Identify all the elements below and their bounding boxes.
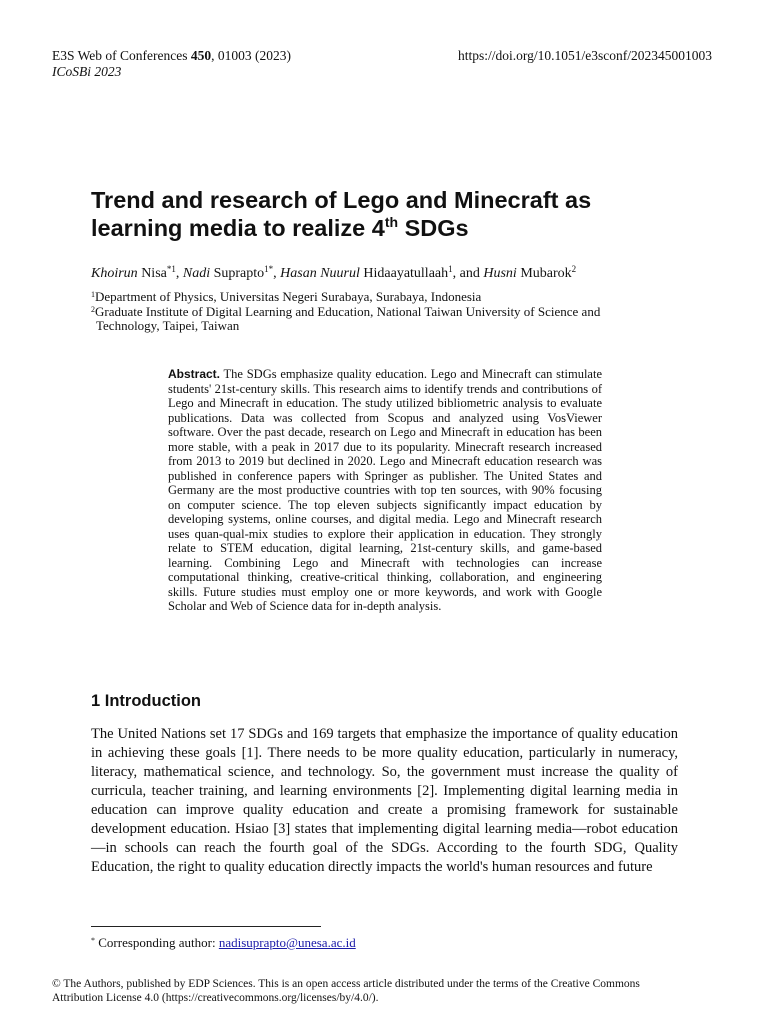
affiliation-text: Graduate Institute of Digital Learning and Education, National Taiwan University of Science and [95, 303, 601, 319]
author-affiliation-mark: 1* [264, 264, 274, 274]
journal-citation [52, 47, 291, 64]
title-superscript: th [384, 214, 399, 230]
volume-number: 450 [190, 48, 212, 63]
author-affiliation-mark: *1 [166, 264, 176, 274]
author-last-name: Hidaayatullaah [359, 266, 449, 281]
author-last-name: Nisa [137, 266, 167, 281]
affiliation-mark: 1 [91, 290, 95, 299]
footnote-mark: * [91, 936, 95, 945]
affiliation-text: Department of Physics, Universitas Negeri Surabaya, Surabaya, Indonesia [95, 289, 482, 304]
license-line-1: © The Authors, published by EDP Sciences. This is an open access article distributed under the terms of the Creative Commons [52, 978, 640, 990]
license-line-2: Attribution License 4.0 (https://creativecommons.org/licenses/by/4.0/). [52, 992, 379, 1004]
corresponding-email-link[interactable]: nadisuprapto@unesa.ac.id [218, 935, 356, 950]
author-separator: , and [452, 266, 484, 281]
abstract [168, 367, 602, 614]
author-separator: , [273, 266, 281, 281]
journal-prefix: E3S Web of Conferences [52, 48, 191, 63]
author-last-name: Suprapto [210, 266, 265, 281]
introduction-paragraph: The United Nations set 17 SDGs and 169 targets that emphasize the importance of quality education in achieving these goals [1]. There needs to be more quality education, particularly in numeracy, literacy, mathematical science, and technology. So, the government must increase the quality of curricula, teacher training, and learning environments [2]. Implementing digital learning media in education can improve quality education and create a promising framework for sustainable development education. Hsiao [3] states that implementing digital learning media—robot education—in schools can reach the fourth goal of the SDGs. According to the fourth SDG, Quality Education, the right to quality education directly impacts the world's human resources and future [91, 726, 678, 875]
license-notice [52, 977, 722, 1005]
affiliation-mark: 2 [91, 304, 95, 314]
affiliation-1 [91, 290, 691, 305]
affiliation-2 [91, 305, 691, 320]
abstract-text: The SDGs emphasize quality education. Lego and Minecraft can stimulate students' 21st-century skills. This research aims to identify trends and contributions of Lego and Minecraft in education. The study utilized bibliometric analysis to evaluate publications. Data was collected from Scopus and analyzed using VosViewer software. Over the past decade, research on Lego and Minecraft in education has been more stable, with a peak in 2017 due to its popularity. Minecraft research increased from 2013 to 2019 but declined in 2020. Lego and Minecraft education research was published in conference papers with Springer as publisher. The United States and Germany are the most productive countries with top ten sources, with 90% focusing on computer science. The top eleven subjects significantly impact education by developing systems, online courses, and digital media. Lego and Minecraft research uses quan-qual-mix studies to explore their application in education. They strongly relate to STEM education, digital learning, 21st-century skills, and game-based learning. Combining Lego and Minecraft with technologies can increase computational thinking, creative-critical thinking, collaboration, and engineering skills. Future studies must employ one or more keywords, and work with Google Scholar and Web of Science data for in-depth analysis. [168, 367, 602, 613]
affiliation-2-continued: Technology, Taipei, Taiwan [96, 318, 240, 333]
author-affiliation-mark: 2 [571, 264, 577, 274]
author-separator: , [175, 266, 183, 281]
author-list [91, 266, 691, 282]
title-line-1: Trend and research of Lego and Minecraft as [91, 187, 592, 213]
title-line-2-end: SDGs [398, 215, 469, 241]
footnote [91, 935, 356, 951]
section-heading: 1 Introduction [91, 692, 201, 710]
author-affiliation-mark: 1 [448, 264, 453, 274]
paper-title [91, 186, 681, 242]
article-info: , 01003 (2023) [211, 48, 292, 63]
title-line-2: learning media to realize 4 [91, 215, 385, 241]
author-last-name: Mubarok [516, 266, 572, 281]
footnote-label: Corresponding author: [95, 935, 219, 950]
conference-name: ICoSBi 2023 [52, 64, 122, 79]
author-first-name: Hasan Nuurul [280, 266, 360, 281]
author-first-name: Husni [483, 266, 517, 281]
footnote-divider [91, 926, 321, 927]
author-first-name: Khoirun [91, 266, 138, 281]
doi-link[interactable]: https://doi.org/10.1051/e3sconf/202345001003 [458, 48, 712, 63]
author-first-name: Nadi [182, 266, 211, 281]
affiliations [91, 290, 691, 334]
abstract-label: Abstract. [168, 367, 221, 381]
